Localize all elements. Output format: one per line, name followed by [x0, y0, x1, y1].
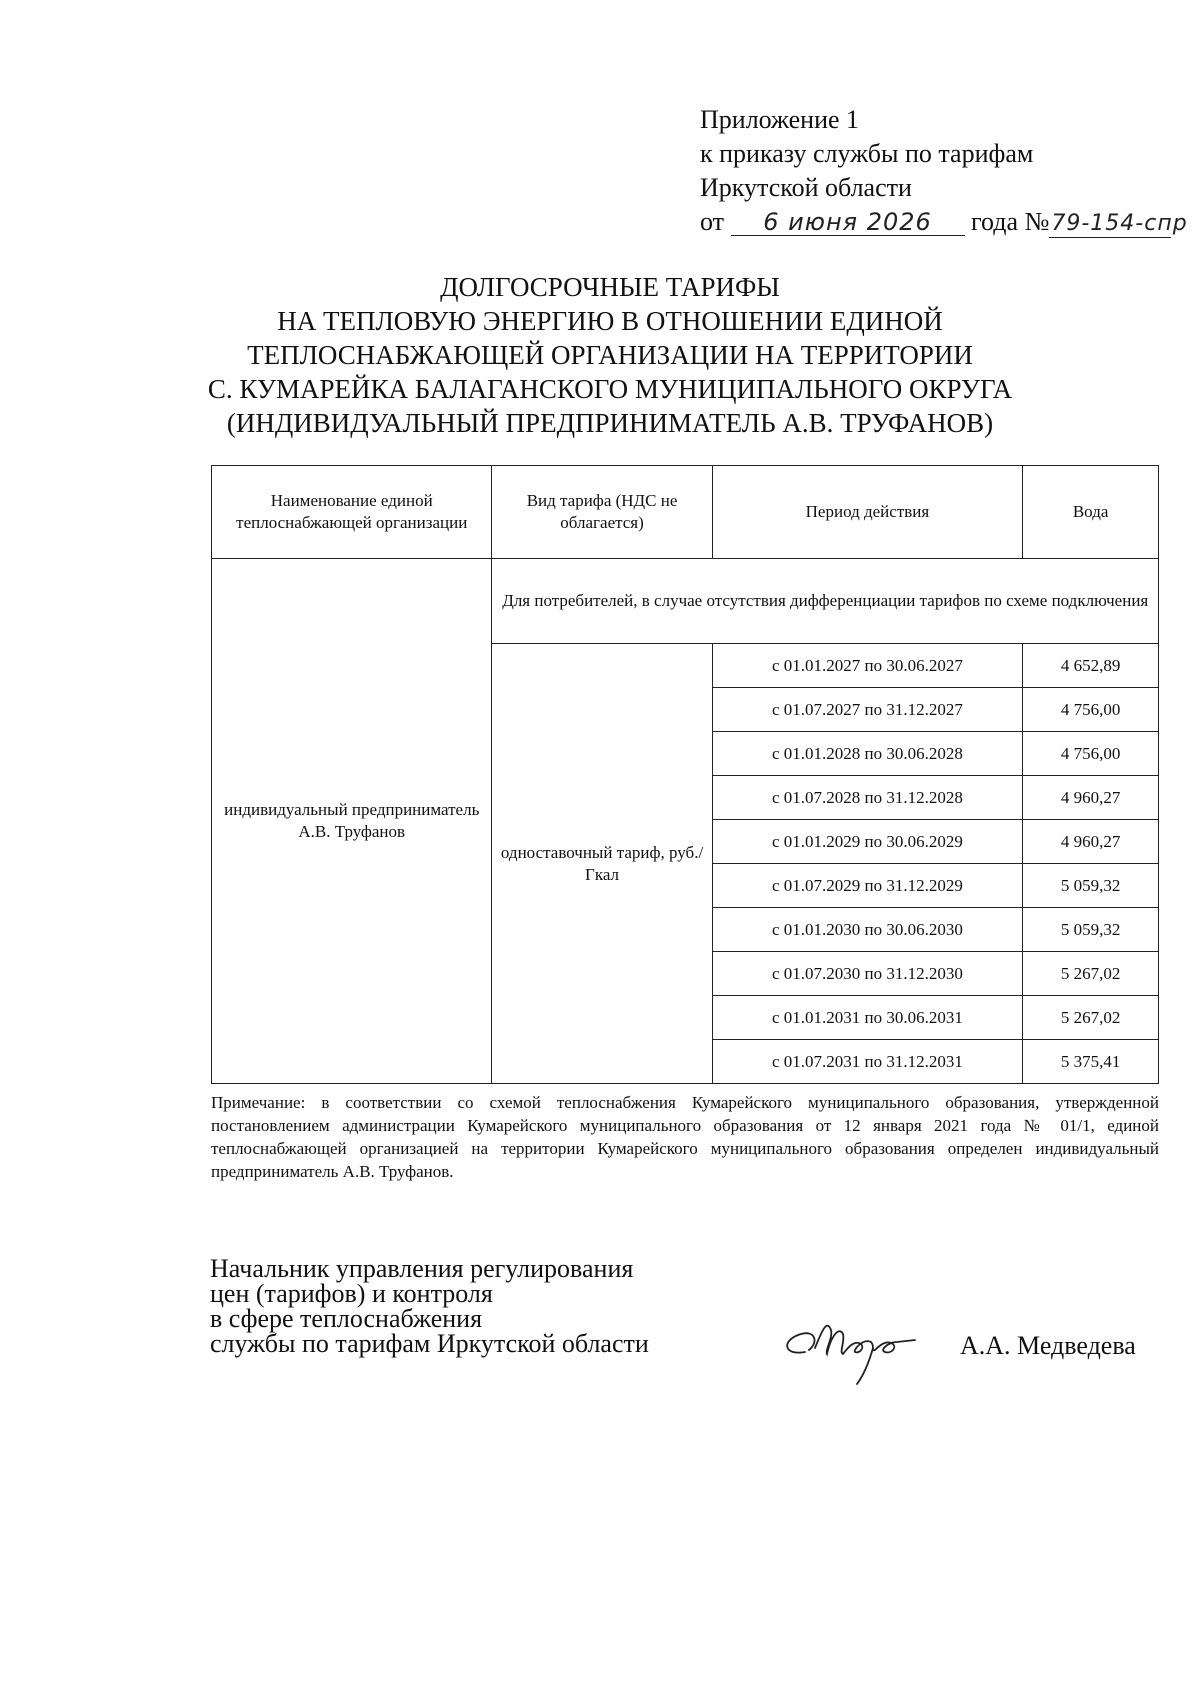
water-tariff-value-cell: 5 059,32	[1023, 908, 1159, 952]
period-cell: с 01.01.2030 по 30.06.2030	[712, 908, 1023, 952]
year-label: года №	[971, 207, 1050, 236]
water-tariff-value-cell: 5 267,02	[1023, 952, 1159, 996]
tariff-type-cell: одноставочный тариф, руб./Гкал	[492, 644, 712, 1084]
period-cell: с 01.01.2027 по 30.06.2027	[712, 644, 1023, 688]
header-org: Наименование единой теплоснабжающей организации	[212, 466, 492, 559]
tariff-table	[211, 465, 1159, 1084]
table-header-row	[212, 466, 1159, 559]
header-period: Период действия	[712, 466, 1023, 559]
period-cell: с 01.01.2031 по 30.06.2031	[712, 996, 1023, 1040]
title-line-1: ДОЛГОСРОЧНЫЕ ТАРИФЫ	[440, 272, 780, 302]
handwritten-order-number: 79-154-спр	[1051, 211, 1188, 236]
appendix-line-3: Иркутской области	[700, 173, 912, 202]
water-tariff-value-cell: 4 652,89	[1023, 644, 1159, 688]
signer-line-1: Начальник управления регулирования	[210, 1254, 634, 1283]
signer-block	[210, 1256, 649, 1356]
title-line-2: НА ТЕПЛОВУЮ ЭНЕРГИЮ В ОТНОШЕНИИ ЕДИНОЙ	[277, 306, 943, 336]
period-cell: с 01.07.2031 по 31.12.2031	[712, 1040, 1023, 1084]
header-tariff-type: Вид тарифа (НДС не облагается)	[492, 466, 712, 559]
signer-line-3: в сфере теплоснабжения	[210, 1304, 483, 1333]
signer-line-4: службы по тарифам Иркутской области	[210, 1329, 649, 1358]
document-title	[170, 270, 1050, 440]
title-line-4: С. КУМАРЕЙКА БАЛАГАНСКОГО МУНИЦИПАЛЬНОГО ОКРУГА	[207, 374, 1013, 404]
signer-name: А.А. Медведева	[960, 1331, 1136, 1360]
org-name-cell: индивидуальный предприниматель А.В. Труфанов	[212, 559, 492, 1084]
water-tariff-value-cell: 4 960,27	[1023, 776, 1159, 820]
appendix-line-2: к приказу службы по тарифам	[700, 139, 1034, 168]
consumer-group-row	[212, 559, 1159, 644]
period-cell: с 01.01.2029 по 30.06.2029	[712, 820, 1023, 864]
appendix-header	[700, 103, 1188, 239]
signer-line-2: цен (тарифов) и контроля	[210, 1279, 493, 1308]
water-tariff-value-cell: 4 756,00	[1023, 732, 1159, 776]
water-tariff-value-cell: 5 375,41	[1023, 1040, 1159, 1084]
appendix-line-1: Приложение 1	[700, 105, 860, 134]
header-water: Вода	[1023, 466, 1159, 559]
title-line-5: (ИНДИВИДУАЛЬНЫЙ ПРЕДПРИНИМАТЕЛЬ А.В. ТРУФАНОВ)	[226, 408, 994, 438]
consumer-group-cell: Для потребителей, в случае отсутствия дифференциации тарифов по схеме подключения	[492, 559, 1159, 644]
title-line-3: ТЕПЛОСНАБЖАЮЩЕЙ ОРГАНИЗАЦИИ НА ТЕРРИТОРИИ	[247, 340, 973, 370]
water-tariff-value-cell: 5 267,02	[1023, 996, 1159, 1040]
note-text: Примечание: в соответствии со схемой теплоснабжения Кумарейского муниципального образования, утвержденной постановлением администрации Кумарейского муниципального образования от 12 января 2021 года № 01/1, единой теплоснабжающей организацией на территории Кумарейского муниципального образования определен индивидуальный предприниматель А.В. Труфанов.	[211, 1093, 1159, 1181]
period-cell: с 01.07.2030 по 31.12.2030	[712, 952, 1023, 996]
date-prefix: от	[700, 207, 725, 236]
water-tariff-value-cell: 4 756,00	[1023, 688, 1159, 732]
water-tariff-value-cell: 4 960,27	[1023, 820, 1159, 864]
water-tariff-value-cell: 5 059,32	[1023, 864, 1159, 908]
appendix-date-line	[700, 205, 1188, 239]
period-cell: с 01.07.2029 по 31.12.2029	[712, 864, 1023, 908]
handwritten-date: 6 июня 2026	[731, 209, 965, 236]
period-cell: с 01.01.2028 по 30.06.2028	[712, 732, 1023, 776]
period-cell: с 01.07.2028 по 31.12.2028	[712, 776, 1023, 820]
period-cell: с 01.07.2027 по 31.12.2027	[712, 688, 1023, 732]
handwritten-signature-icon	[775, 1300, 925, 1390]
